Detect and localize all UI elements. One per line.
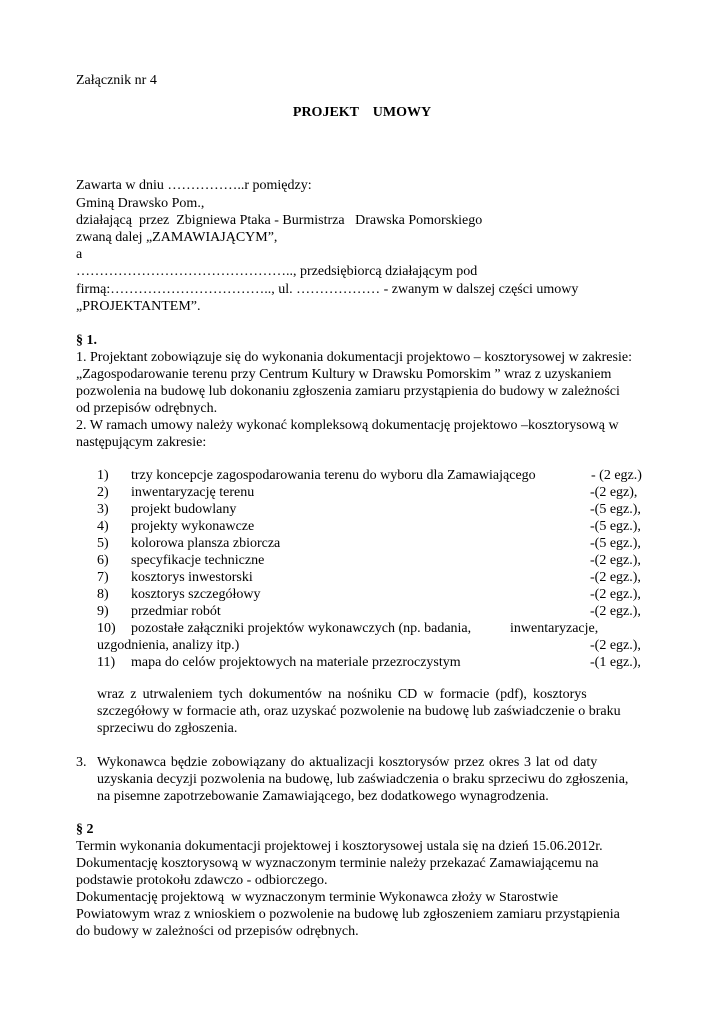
list-item-quantity: -(2 egz.),	[590, 638, 641, 653]
list-item-text: projekt budowlany	[131, 502, 237, 517]
section-1-heading: § 1.	[76, 333, 97, 348]
paragraph-line: do budowy w zależności od przepisów odrębnych.	[76, 924, 359, 939]
list-item-number: 11)	[97, 655, 116, 670]
list-item-number: 4)	[97, 519, 109, 534]
paragraph-line: na pisemne zapotrzebowanie Zamawiającego, bez dodatkowego wynagrodzenia.	[97, 789, 549, 804]
list-item-quantity: -(2 egz.),	[590, 553, 641, 568]
list-item-text: kosztorys szczegółowy	[131, 587, 261, 602]
parties-line: a	[76, 247, 83, 262]
list-item-quantity: -(2 egz.),	[590, 587, 641, 602]
list-item-quantity: -(5 egz.),	[590, 536, 641, 551]
list-item-text: kolorowa plansza zbiorcza	[131, 536, 281, 551]
attachment-label: Załącznik nr 4	[76, 73, 157, 88]
list-item-text: inwentaryzacje,	[510, 621, 599, 636]
list-item-quantity: -(2 egz.),	[590, 604, 641, 619]
list-item-text: przedmiar robót	[131, 604, 221, 619]
list-item-quantity: -(1 egz.),	[590, 655, 641, 670]
paragraph-line: następującym zakresie:	[76, 435, 207, 450]
parties-line: Gminą Drawsko Pom.,	[76, 196, 205, 211]
list-item-number: 7)	[97, 570, 109, 585]
parties-line: działającą przez Zbigniewa Ptaka - Burmistrza Drawska Pomorskiego	[76, 213, 483, 228]
paragraph-line: 2. W ramach umowy należy wykonać kompleksową dokumentację projektowo –kosztorysową w	[76, 418, 619, 433]
paragraph-line: od przepisów odrębnych.	[76, 401, 218, 416]
paragraph-line: Termin wykonania dokumentacji projektowej i kosztorysowej ustala się na dzień 15.06.2012r.	[76, 839, 603, 854]
parties-line: „PROJEKTANTEM”.	[76, 299, 201, 314]
parties-line: Zawarta w dniu ……………..r pomiędzy:	[76, 178, 312, 193]
list-item-text: kosztorys inwestorski	[131, 570, 253, 585]
paragraph-line: podstawie protokołu zdawczo - odbiorczego.	[76, 873, 328, 888]
list-item-number: 2)	[97, 485, 109, 500]
list-item-quantity: -(2 egz.),	[590, 570, 641, 585]
section-2-heading: § 2	[76, 822, 94, 837]
list-item-number: 8)	[97, 587, 109, 602]
paragraph-line: Powiatowym wraz z wnioskiem o pozwolenie na budowę lub zgłoszeniem zamiaru przystąpienia	[76, 907, 620, 922]
list-item-text: specyfikacje techniczne	[131, 553, 265, 568]
paragraph-line: pozwolenia na budowę lub dokonaniu zgłoszenia zamiaru przystąpienia do budowy w zależności	[76, 384, 620, 399]
paragraph-line: szczegółowy w formacie ath, oraz uzyskać pozwolenie na budowę lub zaświadczenie o braku	[97, 704, 621, 719]
list-item-text: projekty wykonawcze	[131, 519, 255, 534]
list-item-quantity: -(5 egz.),	[590, 502, 641, 517]
paragraph-line: Dokumentację projektową w wyznaczonym terminie Wykonawca złoży w Starostwie	[76, 890, 559, 905]
list-item-quantity: -(5 egz.),	[590, 519, 641, 534]
list-item-number: 10)	[97, 621, 116, 636]
list-item-quantity: -(2 egz),	[590, 485, 638, 500]
list-item-text: pozostałe załączniki projektów wykonawczych (np. badania,	[131, 621, 472, 636]
paragraph-number: 3.	[76, 755, 87, 770]
paragraph-line: Dokumentację kosztorysową w wyznaczonym terminie należy przekazać Zamawiającemu na	[76, 856, 599, 871]
parties-line: ……………………………………….., przedsiębiorcą działającym pod	[76, 264, 478, 279]
parties-line: firmą:…………………………….., ul. ……………… - zwanym w dalszej części umowy	[76, 282, 579, 297]
paragraph-line: 1. Projektant zobowiązuje się do wykonania dokumentacji projektowo – kosztorysowej w zakresie:	[76, 350, 632, 365]
list-item-quantity: - (2 egz.)	[591, 468, 642, 483]
list-item-number: 3)	[97, 502, 109, 517]
paragraph-line: wraz z utrwaleniem tych dokumentów na nośniku CD w formacie (pdf), kosztorys	[97, 687, 587, 702]
paragraph-line: „Zagospodarowanie terenu przy Centrum Kultury w Drawsku Pomorskim ” wraz z uzyskaniem	[76, 367, 612, 382]
list-item-number: 9)	[97, 604, 109, 619]
paragraph-line: uzyskania decyzji pozwolenia na budowę, lub zaświadczenia o braku sprzeciwu do zgłoszenia,	[97, 772, 629, 787]
list-item-text: inwentaryzację terenu	[131, 485, 255, 500]
list-item-text: trzy koncepcje zagospodarowania terenu do wyboru dla Zamawiającego	[131, 468, 536, 483]
list-item-number: 6)	[97, 553, 109, 568]
list-item-number: 1)	[97, 468, 109, 483]
list-item-text: mapa do celów projektowych na materiale przezroczystym	[131, 655, 461, 670]
list-item-number: 5)	[97, 536, 109, 551]
parties-line: zwaną dalej „ZAMAWIAJĄCYM”,	[76, 230, 278, 245]
paragraph-line: sprzeciwu do zgłoszenia.	[97, 721, 238, 736]
paragraph-line: Wykonawca będzie zobowiązany do aktualizacji kosztorysów przez okres 3 lat od daty	[97, 755, 598, 770]
document-title: PROJEKT UMOWY	[292, 105, 432, 120]
list-item-text: uzgodnienia, analizy itp.)	[97, 638, 240, 653]
